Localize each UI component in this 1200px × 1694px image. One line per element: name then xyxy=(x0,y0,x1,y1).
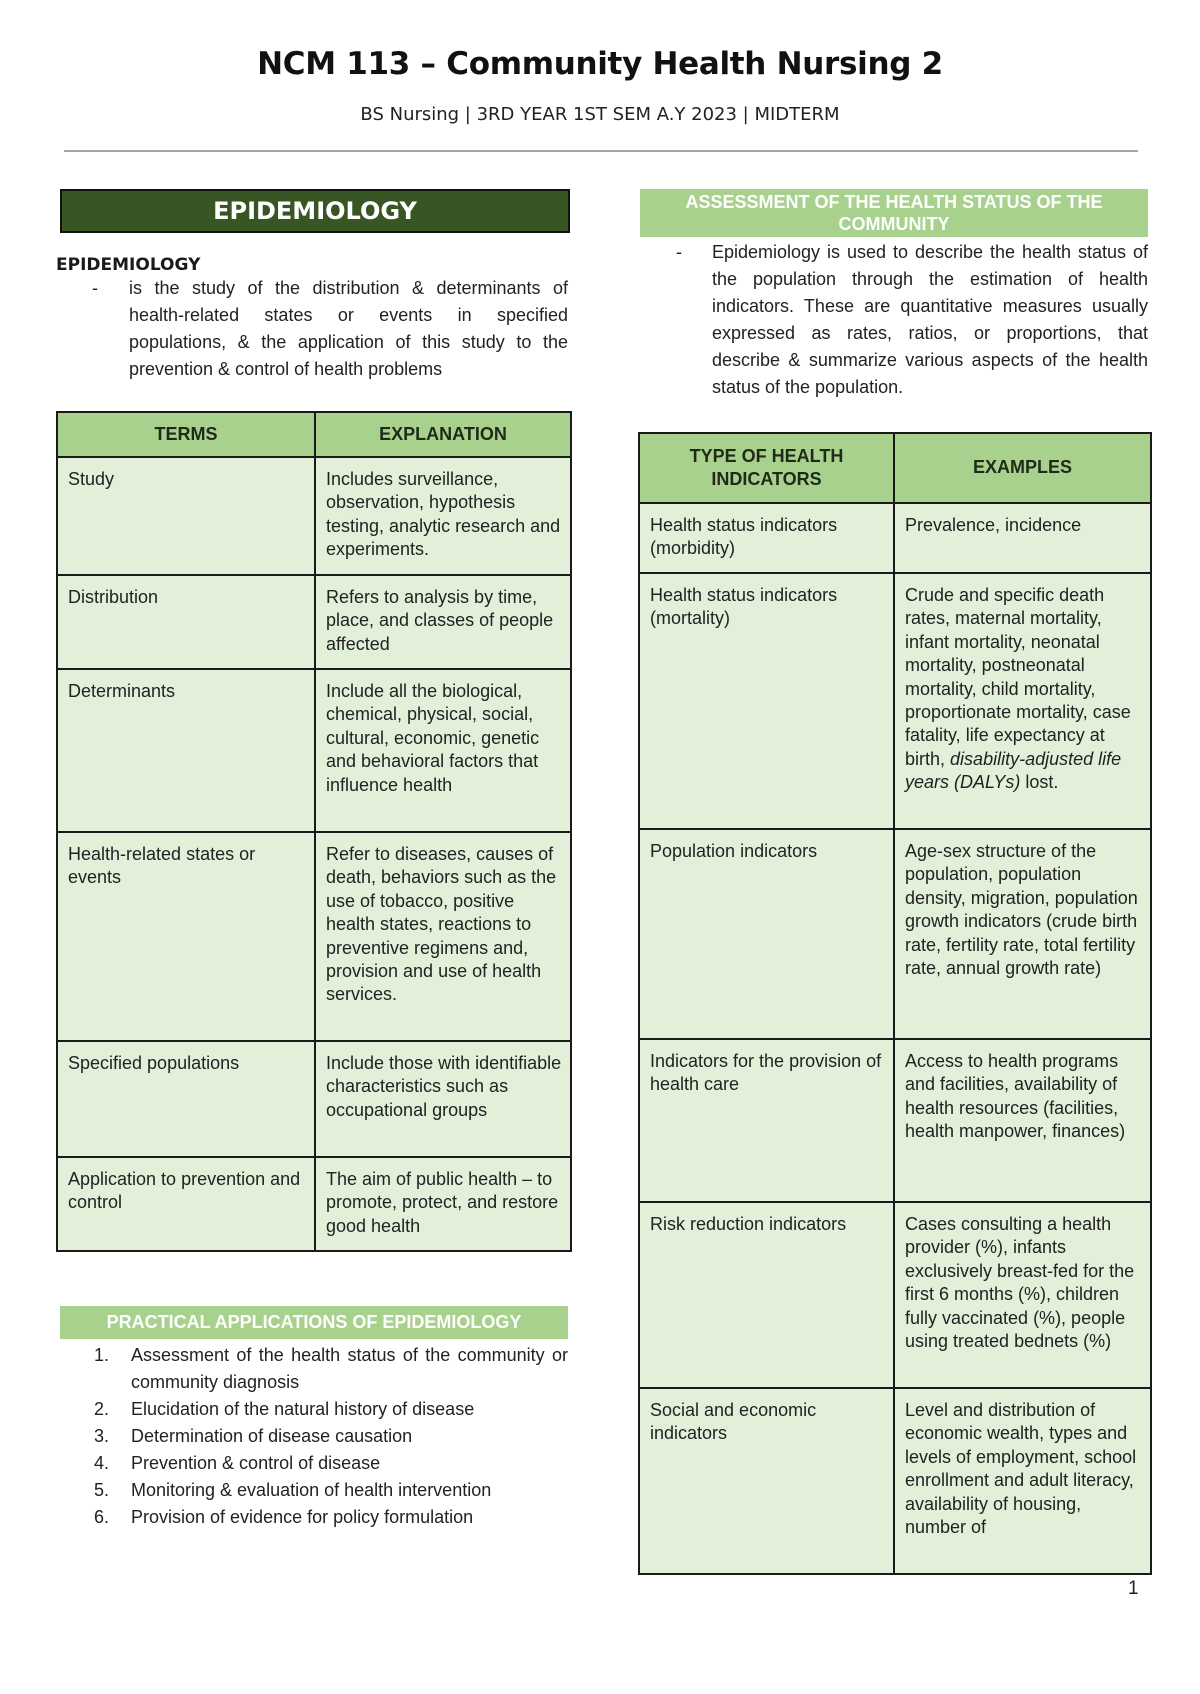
term-cell: Determinants xyxy=(57,669,315,832)
type-cell: Population indicators xyxy=(639,829,894,1039)
indicators-table-header xyxy=(639,433,1151,503)
page-title: NCM 113 – Community Health Nursing 2 xyxy=(257,46,943,82)
list-item xyxy=(56,1450,568,1477)
type-cell: Health status indicators (mortality) xyxy=(639,573,894,829)
right-column xyxy=(640,189,1148,1575)
list-text: Provision of evidence for policy formulation xyxy=(131,1507,474,1527)
list-number: 4. xyxy=(94,1453,110,1473)
type-cell: Social and economic indicators xyxy=(639,1388,894,1574)
practical-applications-banner: PRACTICAL APPLICATIONS OF EPIDEMIOLOGY xyxy=(60,1306,568,1339)
examples-cell: Prevalence, incidence xyxy=(894,503,1151,573)
epidemiology-banner: EPIDEMIOLOGY xyxy=(60,189,570,233)
list-item xyxy=(56,1396,568,1423)
dash-bullet: - xyxy=(676,242,682,262)
list-number: 3. xyxy=(94,1426,110,1446)
examples-cell: Age-sex structure of the population, population density, migration, population growth indicators (crude birth rate, fertility rate, total fertility rate, annual growth rate) xyxy=(894,829,1151,1039)
explanation-cell: Include all the biological, chemical, physical, social, cultural, economic, genetic and behavioral factors that influence health xyxy=(315,669,571,832)
table-row xyxy=(57,1157,571,1251)
list-text: Prevention & control of disease xyxy=(131,1453,381,1473)
table-row xyxy=(57,1041,571,1157)
practical-applications-list xyxy=(56,1342,568,1531)
term-cell: Study xyxy=(57,457,315,575)
table-row xyxy=(639,573,1151,829)
list-item xyxy=(56,1342,568,1396)
term-cell: Application to prevention and control xyxy=(57,1157,315,1251)
header-divider xyxy=(64,150,1138,152)
indicators-table xyxy=(638,432,1152,1575)
assessment-banner: ASSESSMENT OF THE HEALTH STATUS OF THE COMMUNITY xyxy=(640,189,1148,237)
list-text: Determination of disease causation xyxy=(131,1426,413,1446)
terms-table-header xyxy=(57,412,571,457)
examples-cell: Access to health programs and facilities, availability of health resources (facilities, health manpower, finances) xyxy=(894,1039,1151,1202)
explanation-cell: The aim of public health – to promote, protect, and restore good health xyxy=(315,1157,571,1251)
table-row xyxy=(57,575,571,669)
type-cell: Indicators for the provision of health care xyxy=(639,1039,894,1202)
assessment-text xyxy=(640,239,1148,401)
definition-term: EPIDEMIOLOGY xyxy=(56,255,201,275)
page-subtitle: BS Nursing | 3RD YEAR 1ST SEM A.Y 2023 | MIDTERM xyxy=(360,104,840,125)
table-row xyxy=(639,1202,1151,1388)
list-number: 1. xyxy=(94,1345,110,1365)
header-explanation: EXPLANATION xyxy=(315,412,571,457)
term-cell: Specified populations xyxy=(57,1041,315,1157)
term-cell: Health-related states or events xyxy=(57,832,315,1041)
examples-cell xyxy=(894,573,1151,829)
dash-bullet: - xyxy=(92,278,98,298)
type-cell: Risk reduction indicators xyxy=(639,1202,894,1388)
table-row xyxy=(57,832,571,1041)
term-cell: Distribution xyxy=(57,575,315,669)
list-number: 6. xyxy=(94,1507,110,1527)
explanation-cell: Includes surveillance, observation, hypothesis testing, analytic research and experiments. xyxy=(315,457,571,575)
terms-table xyxy=(56,411,572,1252)
list-text: Monitoring & evaluation of health intervention xyxy=(131,1480,492,1500)
table-row xyxy=(639,829,1151,1039)
list-text: Assessment of the health status of the community or community diagnosis xyxy=(131,1345,568,1392)
assessment-body: Epidemiology is used to describe the health status of the population through the estimation of health indicators. These are quantitative measures usually expressed as rates, ratios, or proportions, that describe & summarize various aspects of the health status of the population. xyxy=(712,242,1148,397)
list-item xyxy=(56,1477,568,1504)
table-row xyxy=(639,1388,1151,1574)
explanation-cell: Refer to diseases, causes of death, behaviors such as the use of tobacco, positive health states, reactions to preventive regimens and, provision and use of health services. xyxy=(315,832,571,1041)
table-row xyxy=(639,503,1151,573)
header-type: TYPE OF HEALTH INDICATORS xyxy=(639,433,894,503)
table-row xyxy=(57,457,571,575)
examples-cell: Cases consulting a health provider (%), infants exclusively breast-fed for the first 6 months (%), children fully vaccinated (%), people using treated bednets (%) xyxy=(894,1202,1151,1388)
examples-tail: lost. xyxy=(1020,772,1059,793)
list-number: 5. xyxy=(94,1480,110,1500)
definition-body: is the study of the distribution & determinants of health-related states or events in specified populations, & the application of this study to the prevention & control of health problems xyxy=(129,278,568,379)
list-number: 2. xyxy=(94,1399,110,1419)
examples-cell: Level and distribution of economic wealth, types and levels of employment, school enrollment and adult literacy, availability of housing, number of xyxy=(894,1388,1151,1574)
page-number: 1 xyxy=(1128,1578,1139,1599)
table-row xyxy=(57,669,571,832)
list-text: Elucidation of the natural history of disease xyxy=(131,1399,475,1419)
examples-text: Crude and specific death rates, maternal mortality, infant mortality, neonatal mortality, postneonatal mortality, child mortality, proportionate mortality, case fatality, life expectancy at birth, xyxy=(905,585,1131,769)
header-terms: TERMS xyxy=(57,412,315,457)
table-row xyxy=(639,1039,1151,1202)
explanation-cell: Include those with identifiable characteristics such as occupational groups xyxy=(315,1041,571,1157)
definition-text xyxy=(56,275,568,383)
list-item xyxy=(56,1423,568,1450)
type-cell: Health status indicators (morbidity) xyxy=(639,503,894,573)
header-examples: EXAMPLES xyxy=(894,433,1151,503)
left-column xyxy=(56,189,568,1531)
examples-italic: disability-adjusted life years (DALYs) xyxy=(905,748,1122,793)
list-item xyxy=(56,1504,568,1531)
explanation-cell: Refers to analysis by time, place, and classes of people affected xyxy=(315,575,571,669)
